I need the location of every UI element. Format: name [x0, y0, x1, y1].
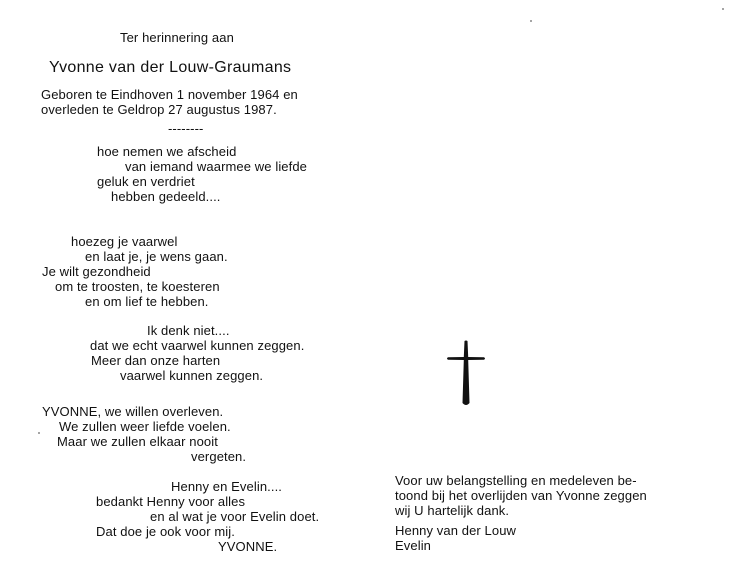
poem-signature: YVONNE.	[218, 539, 278, 554]
intro-text: Ter herinnering aan	[120, 30, 234, 45]
poem-line: bedankt Henny voor alles	[96, 494, 246, 509]
poem-line: om te troosten, te koesteren	[55, 279, 220, 294]
poem-line: en om lief te hebben.	[85, 294, 209, 309]
birth-line-2: overleden te Geldrop 27 augustus 1987.	[41, 102, 277, 117]
cross-icon	[445, 340, 487, 410]
deceased-name: Yvonne van der Louw-Graumans	[49, 59, 292, 76]
poem-line: Meer dan onze harten	[91, 353, 221, 368]
poem-line: dat we echt vaarwel kunnen zeggen.	[90, 338, 305, 353]
poem-line: Henny en Evelin....	[171, 479, 283, 494]
poem-line: hebben gedeeld....	[111, 189, 221, 204]
signer-1: Henny van der Louw	[395, 523, 517, 538]
thanks-line-1: Voor uw belangstelling en medeleven be-	[395, 473, 637, 488]
scan-speck	[722, 8, 724, 10]
divider: --------	[168, 121, 204, 136]
poem-line: hoezeg je vaarwel	[71, 234, 178, 249]
scan-speck	[530, 20, 532, 22]
poem-line: hoe nemen we afscheid	[97, 144, 237, 159]
poem-line: YVONNE, we willen overleven.	[42, 404, 224, 419]
birth-line-1: Geboren te Eindhoven 1 november 1964 en	[41, 87, 298, 102]
poem-line: Dat doe je ook voor mij.	[96, 524, 235, 539]
signer-2: Evelin	[395, 538, 432, 553]
poem-line: vaarwel kunnen zeggen.	[120, 368, 264, 383]
thanks-line-2: toond bij het overlijden van Yvonne zeggen	[395, 488, 647, 503]
thanks-line-3: wij U hartelijk dank.	[395, 503, 510, 518]
poem-line: van iemand waarmee we liefde	[125, 159, 308, 174]
poem-line: We zullen weer liefde voelen.	[59, 419, 231, 434]
poem-line: geluk en verdriet	[97, 174, 195, 189]
poem-line: en al wat je voor Evelin doet.	[150, 509, 320, 524]
poem-line: Ik denk niet....	[147, 323, 230, 338]
scan-speck	[38, 432, 40, 434]
poem-line: Maar we zullen elkaar nooit	[57, 434, 218, 449]
poem-line: Je wilt gezondheid	[42, 264, 151, 279]
poem-line: vergeten.	[191, 449, 247, 464]
poem-line: en laat je, je wens gaan.	[85, 249, 228, 264]
